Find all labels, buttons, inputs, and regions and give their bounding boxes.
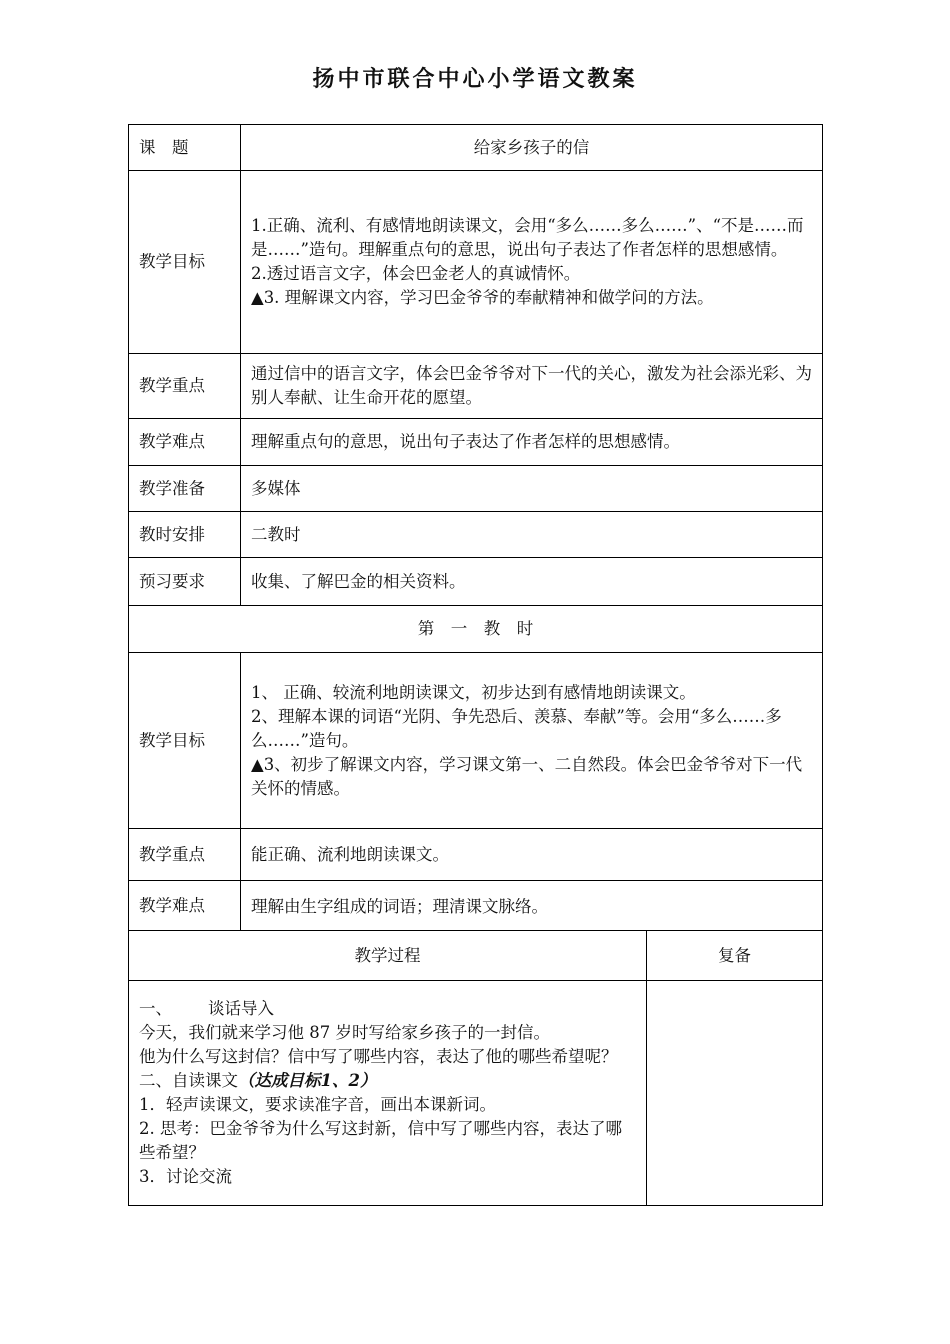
process-paragraph: 今天，我们就来学习他 87 岁时写给家乡孩子的一封信。 [139, 1023, 550, 1042]
review-cell [647, 981, 823, 1206]
topic-label: 课 题 [129, 125, 241, 171]
goals-value [241, 171, 823, 354]
goal-line: 2、理解本课的词语“光阴、争先恐后、羡慕、奉献”等。会用“多么……多么……”造句。 [251, 706, 782, 750]
session1-key-value: 能正确、流利地朗读课文。 [241, 829, 823, 881]
goal-line: 1.正确、流利、有感情地朗读课文，会用“多么……多么……”、“不是……而是……”造句。理解重点句的意思，说出句子表达了作者怎样的思想感情。 [251, 216, 804, 259]
schedule-value: 二教时 [241, 512, 823, 558]
row-topic [129, 125, 823, 171]
preview-value: 收集、了解巴金的相关资料。 [241, 558, 823, 606]
preview-label: 预习要求 [129, 558, 241, 606]
session1-heading: 第 一 教 时 [129, 606, 823, 653]
goal-line: ▲3、初步了解课文内容，学习课文第一、二自然段。体会巴金爷爷对下一代关怀的情感。 [251, 754, 803, 798]
row-goals [129, 171, 823, 354]
difficulty-label: 教学难点 [129, 419, 241, 466]
row-key [129, 354, 823, 419]
schedule-label: 教时安排 [129, 512, 241, 558]
process-paragraph: 他为什么写这封信？信中写了哪些内容，表达了他的哪些希望呢？ [139, 1047, 618, 1066]
session1-difficulty-label: 教学难点 [129, 881, 241, 931]
section-heading: 二、自读课文（达成目标1、2） [139, 1071, 377, 1090]
session1-goals-label: 教学目标 [129, 653, 241, 829]
goal-line: 1、 正确、较流利地朗读课文，初步达到有感情地朗读课文。 [251, 682, 696, 702]
process-header: 教学过程 [129, 931, 647, 981]
row-session1-key [129, 829, 823, 881]
difficulty-value: 理解重点句的意思，说出句子表达了作者怎样的思想感情。 [241, 419, 823, 466]
row-process-header [129, 931, 823, 981]
session1-difficulty-value: 理解由生字组成的词语；理清课文脉络。 [241, 881, 823, 931]
row-process-body [129, 981, 823, 1206]
key-value: 通过信中的语言文字，体会巴金爷爷对下一代的关心，激发为社会添光彩、为别人奉献、让生命开花的愿望。 [241, 354, 823, 419]
topic-value: 给家乡孩子的信 [241, 125, 823, 171]
page-title: 扬中市联合中心小学语文教案 [312, 66, 638, 92]
process-step: 1．轻声读课文，要求读准字音，画出本课新词。 [139, 1095, 496, 1114]
process-step: 2. 思考：巴金爷爷为什么写这封新，信中写了哪些内容，表达了哪些希望？ [139, 1119, 622, 1162]
row-difficulty [129, 419, 823, 466]
goal-line: 2.透过语言文字，体会巴金老人的真诚情怀。 [251, 264, 581, 283]
process-body [129, 981, 647, 1206]
prep-label: 教学准备 [129, 466, 241, 512]
key-label: 教学重点 [129, 354, 241, 419]
goal-reference: （达成目标1、2） [238, 1071, 377, 1090]
section-heading: 一、 谈话导入 [139, 999, 274, 1018]
review-header: 复备 [647, 931, 823, 981]
goals-label: 教学目标 [129, 171, 241, 354]
row-session1-heading [129, 606, 823, 653]
session1-goals-value [241, 653, 823, 829]
goal-line: ▲3. 理解课文内容，学习巴金爷爷的奉献精神和做学问的方法。 [251, 288, 714, 307]
session1-key-label: 教学重点 [129, 829, 241, 881]
lesson-plan-table [128, 124, 823, 1206]
row-prep [129, 466, 823, 512]
row-session1-difficulty [129, 881, 823, 931]
row-session1-goals [129, 653, 823, 829]
row-preview [129, 558, 823, 606]
row-schedule [129, 512, 823, 558]
prep-value: 多媒体 [241, 466, 823, 512]
process-step: 3．讨论交流 [139, 1167, 232, 1186]
